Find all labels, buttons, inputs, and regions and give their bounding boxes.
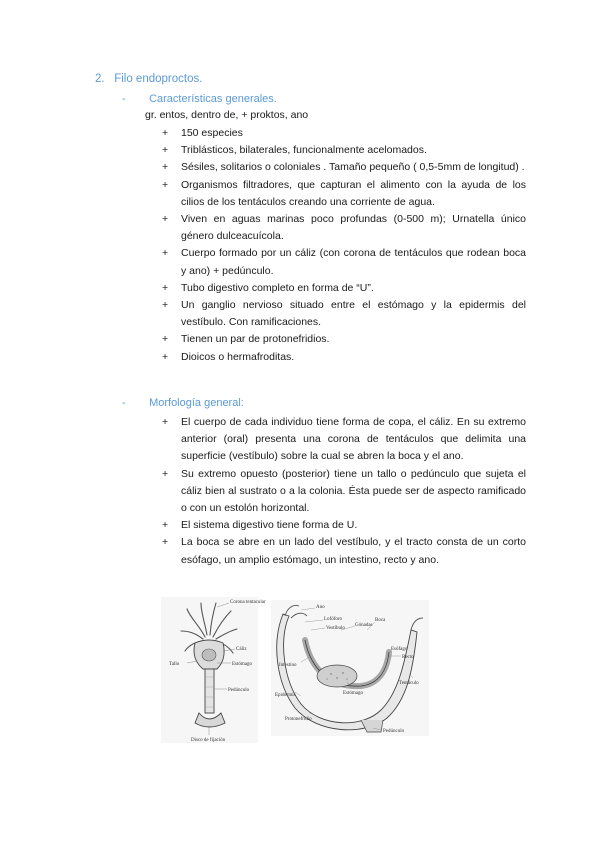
section-heading [95, 73, 202, 85]
label-tallo: Tallo [169, 662, 180, 667]
list-item-text: Cuerpo formado por un cáliz (con corona de tentáculos que rodean boca y ano) + pedúnculo. [181, 247, 526, 277]
label-esofago: Esófago [391, 647, 408, 652]
list-item-text: Tienen un par de protonefridios. [181, 333, 330, 346]
label-intestino: Intestino [279, 663, 297, 668]
plus-bullet-icon: + [162, 299, 169, 312]
endoprocto-internal-illustration [271, 600, 429, 736]
label-gonadas: Gónadas [355, 623, 373, 628]
list-item [162, 211, 526, 245]
plus-bullet-icon: + [162, 467, 169, 480]
list-item [162, 245, 526, 279]
list-item-text: Triblásticos, bilaterales, funcionalmente acelomados. [181, 144, 427, 157]
plus-bullet-icon: + [162, 127, 169, 139]
label-protonefridio: Protonefridio [285, 717, 312, 722]
list-item-text: 150 especies [181, 127, 243, 139]
label-ano: Ano [316, 605, 325, 610]
list-item-text: Dioicos o hermafroditas. [181, 350, 295, 363]
label-tentaculo: Tentáculo [399, 681, 419, 686]
label-disco: Disco de fijación [191, 738, 226, 743]
label-recto: Recto [402, 655, 414, 660]
section-title: Filo endoproctos. [114, 73, 203, 85]
plus-bullet-icon: + [162, 281, 169, 294]
subsection-dash: - [122, 397, 126, 409]
etymology-text: gr. entos, dentro de, + proktos, ano [145, 109, 309, 121]
list-item-text: La boca se abre en un lado del vestíbulo, y el tracto consta de un corto esófago, un amplio estómago, un intestino, recto y ano. [181, 536, 526, 566]
subsection-title: Características generales. [149, 93, 277, 105]
figure-endoprocto-external [161, 597, 266, 743]
list-item-text: Tubo digestivo completo en forma de “U”. [181, 281, 374, 294]
plus-bullet-icon: + [162, 416, 169, 428]
endoprocto-external-illustration [161, 597, 266, 743]
label-estomago: Estómago [232, 662, 252, 667]
list-item [162, 349, 526, 366]
list-item [162, 466, 526, 518]
caracteristicas-list [162, 125, 526, 366]
label-pedunculo: Pedúnculo [383, 729, 405, 734]
plus-bullet-icon: + [162, 178, 169, 191]
list-item-text: Un ganglio nervioso situado entre el estómago y la epidermis del vestíbulo. Con ramificaciones. [181, 299, 526, 329]
list-item [162, 159, 526, 176]
label-corona: Corona tentacular [230, 600, 266, 605]
subsection-morfologia-heading [122, 397, 244, 409]
list-item-text: El sistema digestivo tiene forma de U. [181, 519, 358, 532]
plus-bullet-icon: + [162, 536, 169, 549]
subsection-caracteristicas-heading [122, 93, 277, 105]
figure-endoprocto-internal [271, 600, 429, 736]
label-pedunculo: Pedúnculo [228, 688, 250, 693]
list-item [162, 280, 526, 297]
list-item [162, 177, 526, 211]
plus-bullet-icon: + [162, 519, 169, 532]
list-item [162, 534, 526, 568]
list-item [162, 125, 526, 142]
plus-bullet-icon: + [162, 350, 169, 363]
section-number: 2. [95, 73, 105, 85]
list-item-text: Sésiles, solitarios o coloniales . Tamaño pequeño ( 0,5-5mm de longitud) . [181, 161, 525, 174]
list-item [162, 297, 526, 331]
list-item [162, 517, 526, 534]
plus-bullet-icon: + [162, 144, 169, 157]
morfologia-list [162, 414, 526, 569]
list-item-text: El cuerpo de cada individuo tiene forma de copa, el cáliz. En su extremo anterior (oral) presenta una corona de tentáculos que delimita una superficie (vestíbulo) sobre la cual se abren la boca y el ano. [181, 416, 526, 463]
label-lofoforo: Lofóforo [324, 617, 343, 622]
plus-bullet-icon: + [162, 333, 169, 346]
label-epidermis: Epidermis [275, 693, 296, 698]
list-item [162, 331, 526, 348]
plus-bullet-icon: + [162, 161, 169, 174]
plus-bullet-icon: + [162, 247, 169, 260]
list-item [162, 142, 526, 159]
label-boca: Boca [375, 618, 386, 623]
list-item-text: Viven en aguas marinas poco profundas (0-500 m); Urnatella único género dulceacuícola. [181, 213, 526, 243]
subsection-dash: - [122, 93, 126, 105]
label-caliz: Cáliz [236, 647, 247, 652]
list-item-text: Organismos filtradores, que capturan el alimento con la ayuda de los cilios de los tentáculos creando una corriente de agua. [181, 178, 526, 208]
label-vestibulo: Vestíbulo [326, 626, 345, 631]
list-item [162, 414, 526, 466]
list-item-text: Su extremo opuesto (posterior) tiene un tallo o pedúnculo que sujeta el cáliz bien al sustrato o a la colonia. Ésta puede ser de aspecto ramificado o con un estolón horizontal. [181, 467, 526, 515]
label-estomago: Estómago [343, 691, 363, 696]
plus-bullet-icon: + [162, 213, 169, 226]
subsection-title: Morfología general: [149, 397, 244, 409]
